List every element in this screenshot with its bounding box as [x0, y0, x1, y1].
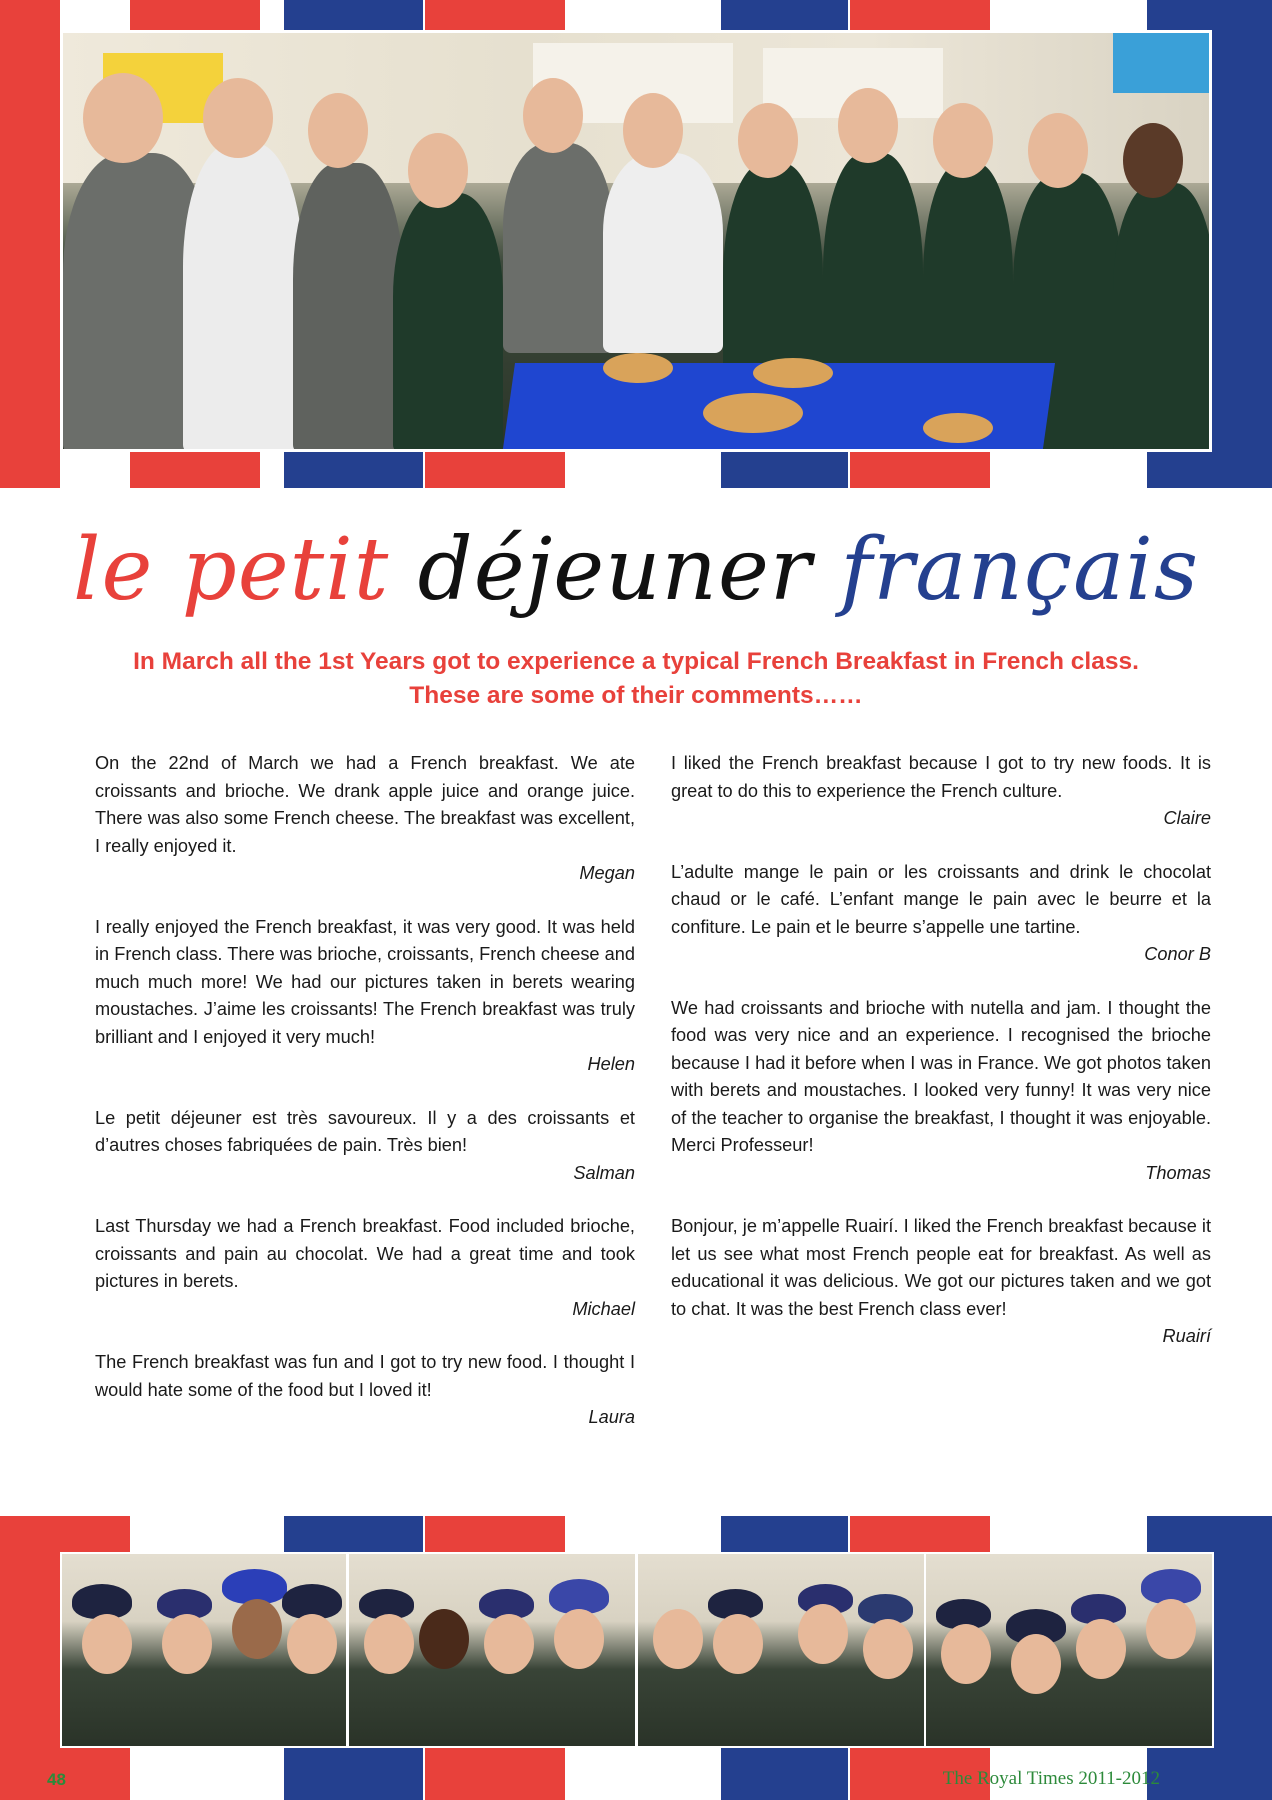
subtitle-line-1: In March all the 1st Years got to experience a typical French Breakfast in French class. [133, 648, 1139, 675]
border-block-red [130, 0, 260, 30]
comment-entry [671, 995, 1211, 1188]
border-block-red [850, 1516, 990, 1552]
class-group-photo [60, 30, 1212, 452]
comment-entry [95, 750, 635, 888]
border-block-red [425, 0, 565, 30]
comment-entry [95, 914, 635, 1079]
beret-group-photo-1 [60, 1552, 348, 1748]
comments-column-left [95, 750, 635, 1432]
border-block-red [850, 452, 990, 488]
comment-text: I liked the French breakfast because I got to try new foods. It is great to do this to experience the French culture. [671, 753, 1211, 801]
comment-author: Salman [573, 1162, 635, 1183]
border-block-red [0, 0, 60, 488]
publication-title: The Royal Times 2011-2012 [942, 1768, 1160, 1789]
comment-text: I really enjoyed the French breakfast, it was very good. It was held in French class. There was brioche, croissants, French cheese and much much more! We had our pictures taken in berets wearing moustaches. J’aime les croissants! The French breakfast was truly brilliant and I enjoyed it very much! [95, 916, 635, 1047]
border-block-blue [721, 0, 848, 30]
comment-author: Conor B [1144, 944, 1211, 964]
border-block-blue [721, 1748, 848, 1800]
border-block-blue [721, 1516, 848, 1552]
border-block-blue [284, 1748, 423, 1800]
comment-text: L’adulte mange le pain or les croissants and drink le chocolat chaud or le café. L’enfant mange le pain avec le beurre et la confiture. Le pain et le beurre s’appelle une tartine. [671, 861, 1211, 937]
comment-author: Ruairí [1162, 1326, 1211, 1346]
title-part-le-petit: le petit [73, 520, 390, 620]
comment-entry [95, 1105, 635, 1188]
comment-author: Thomas [1145, 1162, 1211, 1183]
comment-author: Claire [1163, 808, 1211, 828]
comment-text: Last Thursday we had a French breakfast. Food included brioche, croissants and pain au chocolat. We had a great time and took pictures in berets. [95, 1216, 635, 1291]
border-block-red [850, 0, 990, 30]
border-block-red [425, 452, 565, 488]
comment-text: On the 22nd of March we had a French breakfast. We ate croissants and brioche. We drank apple juice and orange juice. There was also some French cheese. The breakfast was excellent, I really enjoyed it. [95, 753, 635, 856]
comment-author: Helen [587, 1054, 635, 1074]
border-block-blue [721, 452, 848, 488]
comment-entry [95, 1213, 635, 1323]
border-block-blue [284, 452, 423, 488]
beret-group-photo-4 [924, 1552, 1214, 1748]
subtitle [60, 645, 1212, 713]
comment-text: We had croissants and brioche with nutella and jam. I thought the food was very nice and an experience. I recognised the brioche because I had it before when I was in France. We got photos taken with berets and moustaches. I looked very funny! It was very nice of the teacher to organise the breakfast, I thought it was enjoyable. Merci Professeur! [671, 997, 1211, 1155]
comment-text: Le petit déjeuner est très savoureux. Il y a des croissants et d’autres choses fabriquées de pain. Très bien! [95, 1107, 635, 1155]
border-block-blue [284, 0, 423, 30]
title-part-dejeuner: déjeuner [417, 520, 812, 620]
border-block-red [425, 1516, 565, 1552]
border-block-red [425, 1748, 565, 1800]
comment-entry [671, 750, 1211, 833]
comment-author: Laura [588, 1407, 635, 1427]
page-number: 48 [47, 1770, 66, 1789]
beret-group-photo-2 [347, 1552, 637, 1748]
border-block-red [130, 452, 260, 488]
beret-group-photo-3 [636, 1552, 926, 1748]
comment-text: The French breakfast was fun and I got to try new food. I thought I would hate some of the food but I loved it! [95, 1352, 635, 1400]
comment-entry [671, 1213, 1211, 1351]
comment-author: Megan [579, 863, 635, 883]
comments-column-right [671, 750, 1211, 1351]
comment-author: Michael [572, 1298, 635, 1319]
page-title [0, 520, 1272, 620]
subtitle-line-2: These are some of their comments…… [409, 682, 863, 709]
comment-entry [671, 859, 1211, 969]
comment-text: Bonjour, je m’appelle Ruairí. I liked the French breakfast because it let us see what most French people eat for breakfast. As well as educational it was delicious. We got our pictures taken and we got to chat. It was the best French class ever! [671, 1216, 1211, 1319]
title-part-francais: français [840, 520, 1199, 620]
comment-entry [95, 1349, 635, 1432]
border-block-blue [284, 1516, 423, 1552]
